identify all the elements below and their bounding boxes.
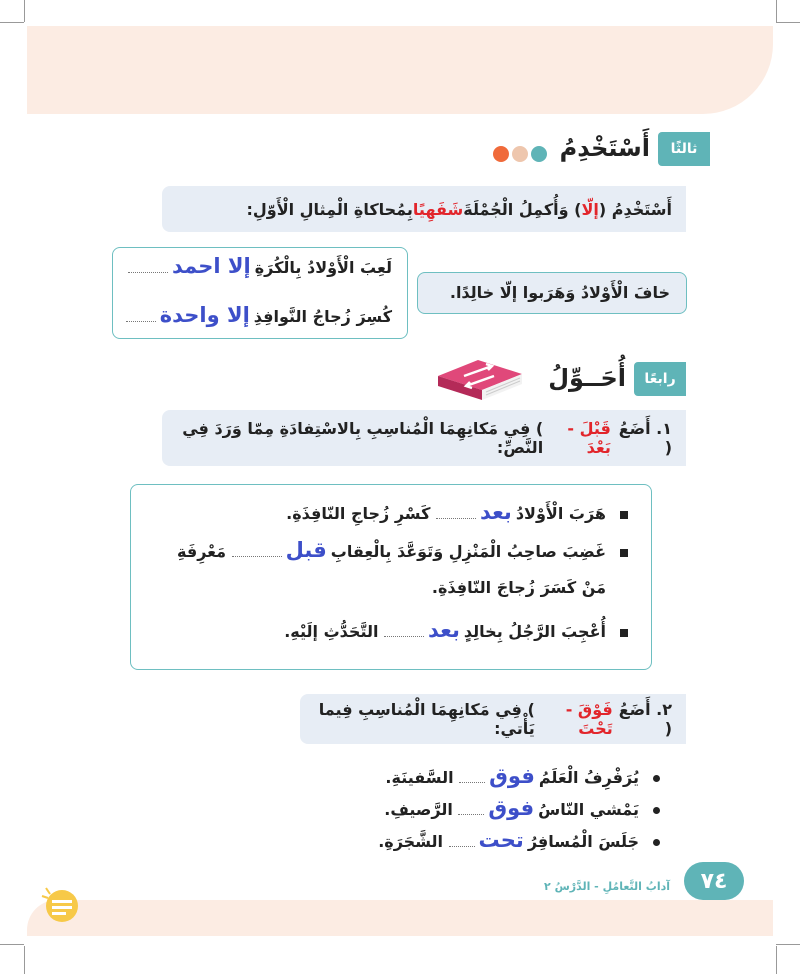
answer-text: بعد (428, 618, 460, 642)
exercise-text: كُسِرَ زُجاجُ النَّوافِذِ (253, 307, 392, 326)
example-sentence: خافَ الْأَوْلادُ وَهَرَبوا إلّا خالِدًا. (449, 283, 670, 302)
page-number: ٧٤ (684, 862, 744, 900)
section-title-transform: أُحَــوِّلُ (548, 364, 626, 392)
instruction-part: بِمُحاكاةِ الْمِثالِ الْأَوّلِ: (246, 199, 413, 219)
answer-dotted-line (128, 272, 168, 273)
answer-text: إلا احمد (171, 254, 251, 278)
question-part: ٢. أَضَعُ ( (618, 700, 672, 738)
bullet-square (620, 629, 628, 637)
instruction-keyword: شَفَهِيًا (412, 199, 464, 219)
question-part: ١. أَضَعُ ( (618, 419, 672, 457)
question-1-item-continued: مَنْ كَسَرَ زُجاجَ النّافِذَةِ. (431, 578, 606, 597)
crop-mark (24, 0, 25, 22)
lesson-label: آدابُ التَّعامُلِ - الدَّرْسُ ٢ (544, 880, 670, 893)
crop-mark (776, 944, 800, 945)
item-before: يَمْشي النّاسُ (538, 800, 639, 819)
bullet-dot (653, 839, 660, 846)
answer-dotted-line (449, 846, 475, 847)
question-2-instruction (300, 694, 686, 744)
answer-text: تحت (478, 828, 524, 852)
question-1-item (150, 538, 628, 562)
question-keyword: قَبْلَ - بَعْدَ (567, 419, 611, 457)
instruction-use-illa (162, 186, 686, 232)
question-1-item (150, 500, 628, 524)
exercise-item (120, 303, 392, 327)
question-2-item (330, 828, 660, 852)
question-keyword: فَوْقَ - تَحْتَ (565, 700, 613, 738)
top-decor-band (27, 26, 773, 114)
instruction-part: ) وَأُكمِلُ الْجُمْلَةَ (463, 199, 582, 219)
answer-text: فوق (489, 764, 535, 788)
dot-peach (512, 146, 528, 162)
answer-text: بعد (479, 500, 512, 524)
crop-mark (0, 22, 24, 23)
question-2-item (330, 796, 660, 820)
crop-mark (24, 946, 25, 974)
instruction-part: أَسْتَخْدِمُ ( (598, 199, 672, 219)
answer-text: إلا واحدة (159, 303, 250, 327)
bullet-square (620, 549, 628, 557)
item-after: كَسْرِ زُجاجِ النّافِذَةِ. (286, 504, 431, 523)
item-after: الرَّصيفِ. (384, 800, 453, 819)
book-icon (434, 354, 526, 402)
answer-text: فوق (488, 796, 535, 820)
exercise-text: لَعِبَ الْأَوْلادُ بِالْكُرَةِ (254, 258, 392, 277)
item-before: هَرَبَ الْأَوْلادُ (515, 504, 606, 523)
dot-teal (531, 146, 547, 162)
answer-dotted-line (232, 556, 282, 557)
section-title-use: أَسْتَخْدِمُ (559, 134, 650, 162)
item-after: السَّفينَةِ. (385, 768, 454, 787)
answer-dotted-line (458, 814, 484, 815)
bullet-dot (653, 807, 660, 814)
item-after: مَعْرِفَةِ (177, 542, 227, 561)
exercise-item (120, 254, 392, 278)
crop-mark (776, 0, 777, 22)
section-tag-third: ثالثًا (658, 132, 710, 166)
crop-mark (776, 22, 800, 23)
question-part: ) فِي مَكانِهِمَا الْمُناسِبِ بِالاسْتِفادَةِ مِمّا وَرَدَ فِي النَّصِّ: (182, 419, 544, 457)
answer-dotted-line (126, 321, 156, 322)
logo-icon (40, 882, 84, 926)
question-2-item (330, 764, 660, 788)
bullet-square (620, 511, 628, 519)
instruction-keyword: إلّا (581, 199, 599, 219)
question-1-instruction (162, 410, 686, 466)
item-before: أُعْجِبَ الرَّجُلُ بِخالِدٍ (463, 622, 606, 641)
dot-orange (493, 146, 509, 162)
section-tag-fourth: رابعًا (634, 362, 686, 396)
crop-mark (776, 946, 777, 974)
answer-dotted-line (384, 636, 424, 637)
answer-text: قبل (285, 538, 327, 562)
bullet-dot (653, 775, 660, 782)
item-after: التَّحَدُّثِ إلَيْهِ. (284, 622, 379, 641)
bottom-decor-band (27, 900, 773, 936)
question-1-item (150, 618, 628, 642)
crop-mark (0, 944, 24, 945)
answer-dotted-line (436, 518, 476, 519)
question-part: ) فِي مَكانِهِمَا الْمُناسِبِ فِيما يَأْتي: (318, 700, 535, 738)
item-before: جَلَسَ الْمُسافِرُ (527, 832, 639, 851)
item-after: الشَّجَرَةِ. (378, 832, 443, 851)
answer-dotted-line (459, 782, 485, 783)
item-before: يُرَفْرِفُ الْعَلَمُ (538, 768, 639, 787)
item-before: غَضِبَ صاحِبُ الْمَنْزِلِ وَتَوَعَّدَ بِالْعِقابِ (330, 542, 606, 561)
